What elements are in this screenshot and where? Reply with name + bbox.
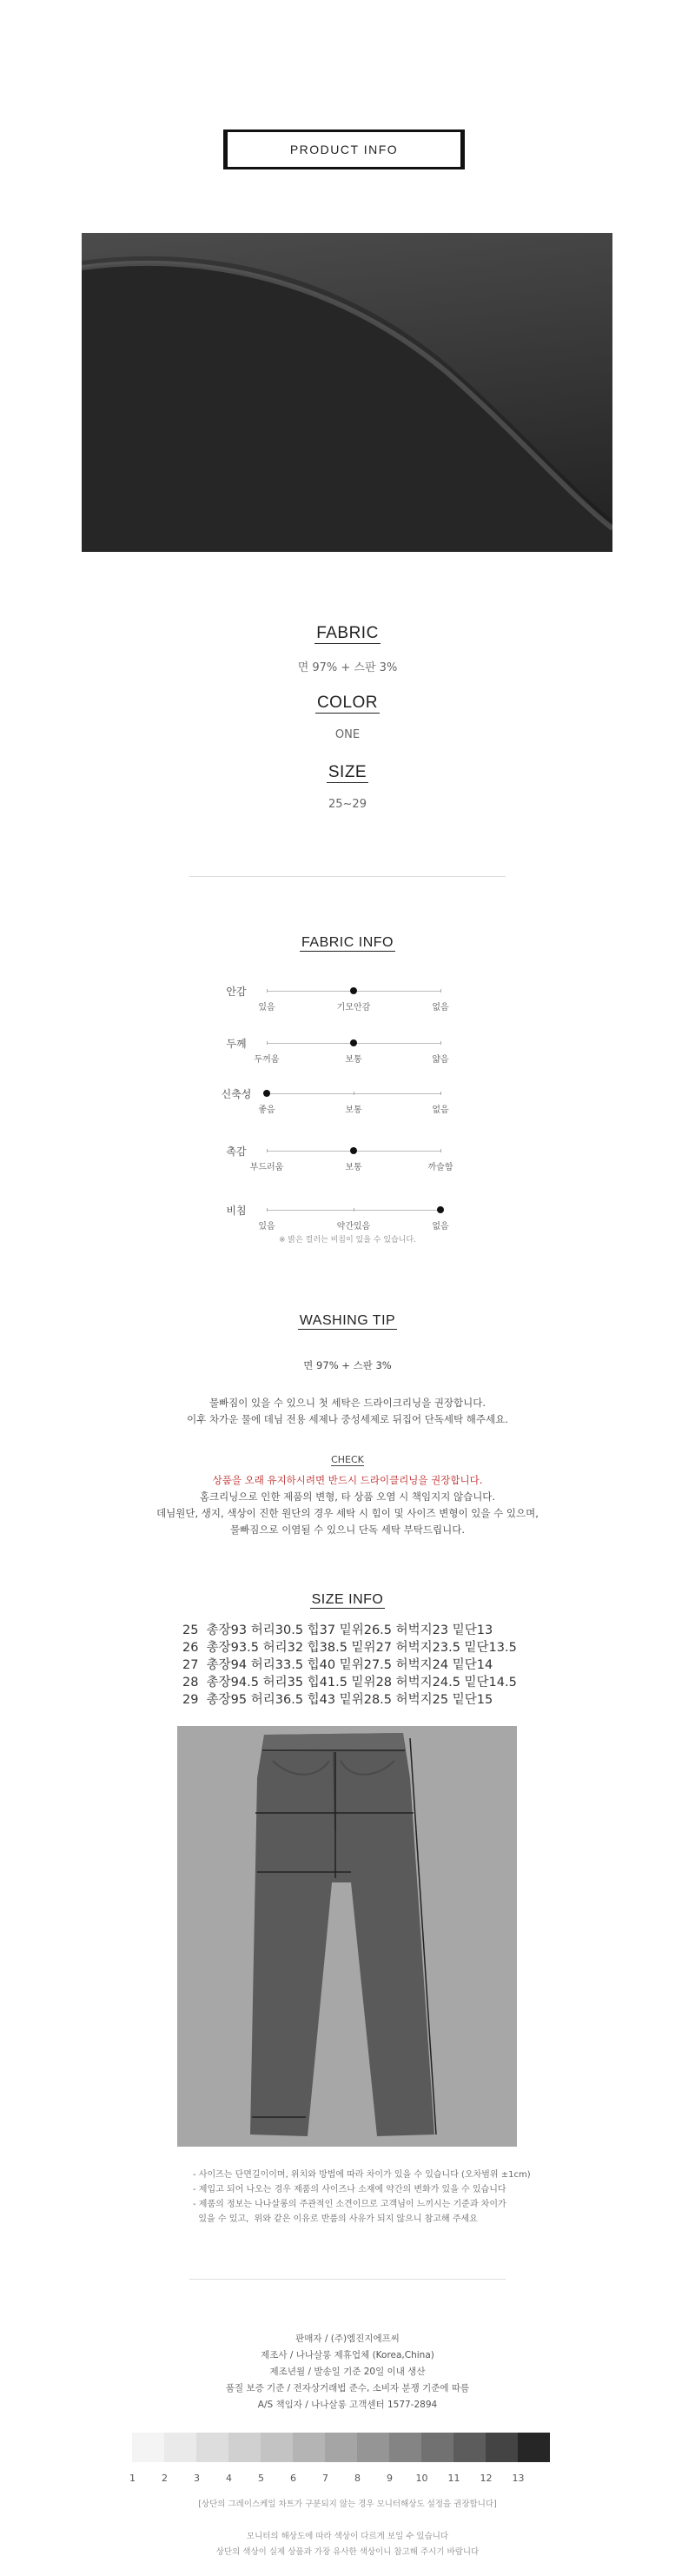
scale-option: 두꺼움 <box>254 1055 280 1065</box>
grayscale-swatch <box>261 2433 293 2462</box>
fabric-row-label: 촉감 <box>226 1145 247 1158</box>
scale-tick <box>440 1092 441 1095</box>
color-heading: COLOR <box>316 694 379 712</box>
grayscale-swatch <box>293 2433 325 2462</box>
fabric-row-label: 안감 <box>226 986 247 998</box>
check-warning: 상품을 오래 유지하시려면 반드시 드라이클리닝을 권장합니다. <box>212 1474 483 1486</box>
scale-option: 보통 <box>345 1105 362 1115</box>
scale-option: 얇음 <box>432 1055 449 1065</box>
grayscale-swatch <box>486 2433 518 2462</box>
scale-option: 까슬함 <box>427 1163 453 1172</box>
company-line: A/S 책임자 / 나나살롱 고객센터 1577-2894 <box>257 2400 438 2410</box>
scale-option: 없음 <box>432 1003 449 1012</box>
company-line: 제조사 / 나나살롱 제휴업체 (Korea,China) <box>261 2350 434 2360</box>
scale-tick <box>440 989 441 993</box>
divider <box>189 2279 506 2280</box>
scale-option: 보통 <box>345 1055 362 1065</box>
size-note: - 제품의 정보는 나나살롱의 주관적인 소견이므로 고객님이 느끼시는 기준과 차이가 <box>193 2200 506 2209</box>
grayscale-swatch <box>196 2433 228 2462</box>
grayscale-swatch <box>325 2433 357 2462</box>
scale-option: 기모안감 <box>336 1003 371 1012</box>
scale-option: 약간있음 <box>336 1222 371 1232</box>
scale-option: 부드러움 <box>249 1163 284 1172</box>
grayscale-swatch <box>421 2433 453 2462</box>
grayscale-number: 10 <box>415 2473 428 2484</box>
grayscale-swatch <box>518 2433 550 2462</box>
size-value: 25~29 <box>328 798 367 811</box>
scale-tick <box>267 1208 268 1212</box>
footer-line-2: 상단의 색상이 실제 상품과 가장 유사한 색상이니 참고해 주시기 바랍니다 <box>215 2547 480 2557</box>
fabric-scale-track <box>267 991 440 992</box>
selected-dot <box>350 1039 357 1046</box>
grayscale-swatch <box>164 2433 196 2462</box>
scale-option: 있음 <box>258 1003 275 1012</box>
grayscale-caption: [상단의 그레이스케일 차트가 구분되지 않는 경우 모니터해상도 설정을 권장합니다] <box>198 2500 497 2509</box>
check-line-1: 홈크리닝으로 인한 제품의 변형, 타 상품 오염 시 책임지지 않습니다. <box>199 1490 496 1503</box>
size-row: 27 총장94 허리33.5 힙40 밑위27.5 허벅지24 밑단14 <box>182 1658 493 1672</box>
grayscale-number: 7 <box>322 2473 328 2484</box>
size-info-heading: SIZE INFO <box>311 1592 384 1607</box>
selected-dot <box>350 1147 357 1154</box>
scale-tick <box>267 1041 268 1045</box>
pants-measurement-image <box>177 1726 517 2147</box>
company-line: 품질 보증 기준 / 전자상거래법 준수, 소비자 분쟁 기준에 따름 <box>225 2383 470 2393</box>
washing-fabric: 면 97% + 스판 3% <box>303 1359 392 1371</box>
fabric-row-label: 신축성 <box>221 1088 252 1100</box>
grayscale-number: 1 <box>129 2473 136 2484</box>
washing-tip-heading: WASHING TIP <box>299 1313 396 1328</box>
grayscale-number: 3 <box>194 2473 200 2484</box>
size-row: 28 총장94.5 허리35 힙41.5 밑위28 허벅지24.5 밑단14.5 <box>182 1676 517 1690</box>
fabric-value: 면 97% + 스판 3% <box>297 661 398 674</box>
fabric-row-label: 두께 <box>226 1038 247 1050</box>
scale-option: 좋음 <box>258 1105 275 1115</box>
grayscale-number: 6 <box>290 2473 296 2484</box>
color-value: ONE <box>334 728 361 741</box>
company-line: 판매자 / (주)엠진지에프씨 <box>295 2334 400 2344</box>
size-note: 있을 수 있고, 위와 같은 이유로 반품의 사유가 되지 않으니 참고해 주세요 <box>193 2214 478 2224</box>
grayscale-number: 12 <box>480 2473 493 2484</box>
scale-tick <box>440 1149 441 1152</box>
grayscale-number: 4 <box>226 2473 232 2484</box>
fabric-info-heading: FABRIC INFO <box>301 935 394 950</box>
scale-option: 있음 <box>258 1222 275 1232</box>
fabric-row-label: 비침 <box>226 1205 247 1217</box>
grayscale-swatch <box>228 2433 261 2462</box>
fabric-scale-track <box>267 1043 440 1044</box>
grayscale-swatch <box>132 2433 164 2462</box>
grayscale-swatch <box>357 2433 389 2462</box>
product-info-title: PRODUCT INFO <box>223 129 465 169</box>
footer-line-1: 모니터의 해상도에 따라 색상이 다르게 보일 수 있습니다 <box>246 2532 449 2541</box>
selected-dot <box>350 987 357 994</box>
size-note: - 사이즈는 단면길이이며, 위치와 방법에 따라 차이가 있을 수 있습니다 (오차범위 ±1cm) <box>193 2170 531 2180</box>
size-row: 29 총장95 허리36.5 힙43 밑위28.5 허벅지25 밑단15 <box>182 1693 493 1707</box>
grayscale-number: 5 <box>258 2473 264 2484</box>
grayscale-number: 9 <box>387 2473 393 2484</box>
size-notes <box>193 2168 531 2227</box>
company-line: 제조년월 / 발송일 기준 20일 이내 생산 <box>269 2367 426 2377</box>
fabric-photo <box>82 233 612 552</box>
size-table <box>182 1622 517 1709</box>
washing-line-1: 물빠짐이 있을 수 있으니 첫 세탁은 드라이크리닝을 권장합니다. <box>208 1397 486 1409</box>
fabric-heading: FABRIC <box>316 624 379 642</box>
scale-option: 없음 <box>432 1222 449 1232</box>
fabric-scale-track <box>267 1151 440 1152</box>
fabric-scale-track <box>267 1093 440 1094</box>
size-heading: SIZE <box>328 763 367 781</box>
grayscale-number: 8 <box>354 2473 361 2484</box>
scale-option: 보통 <box>345 1163 362 1172</box>
check-label: CHECK <box>331 1454 364 1465</box>
scale-tick <box>440 1041 441 1045</box>
grayscale-swatch <box>389 2433 421 2462</box>
fabric-info-note: ※ 밝은 컬러는 비침이 있을 수 있습니다. <box>279 1236 416 1245</box>
check-line-3: 물빠짐으로 이염될 수 있으니 단독 세탁 부탁드립니다. <box>230 1524 465 1536</box>
scale-tick <box>267 1149 268 1152</box>
grayscale-number: 2 <box>162 2473 168 2484</box>
size-note: - 제입고 되어 나오는 경우 제품의 사이즈나 소재에 약간의 변화가 있을 수 있습니다 <box>193 2185 506 2194</box>
divider <box>189 876 506 877</box>
washing-line-2: 이후 차가운 물에 데님 전용 세제나 중성세제로 뒤집어 단독세탁 해주세요. <box>187 1413 508 1425</box>
fabric-scale-track <box>267 1210 440 1211</box>
size-row: 26 총장93.5 허리32 힙38.5 밑위27 허벅지23.5 밑단13.5 <box>182 1641 517 1655</box>
selected-dot <box>437 1206 444 1213</box>
check-line-2: 데님원단, 생지, 색상이 진한 원단의 경우 세탁 시 힘이 및 사이즈 변형이 있을 수 있으며, <box>156 1507 539 1519</box>
grayscale-swatch <box>453 2433 486 2462</box>
size-row: 25 총장93 허리30.5 힙37 밑위26.5 허벅지23 밑단13 <box>182 1623 493 1637</box>
company-info <box>0 2331 695 2413</box>
grayscale-number: 13 <box>512 2473 525 2484</box>
selected-dot <box>263 1090 270 1097</box>
grayscale-number: 11 <box>447 2473 460 2484</box>
scale-option: 없음 <box>432 1105 449 1115</box>
scale-tick <box>267 989 268 993</box>
